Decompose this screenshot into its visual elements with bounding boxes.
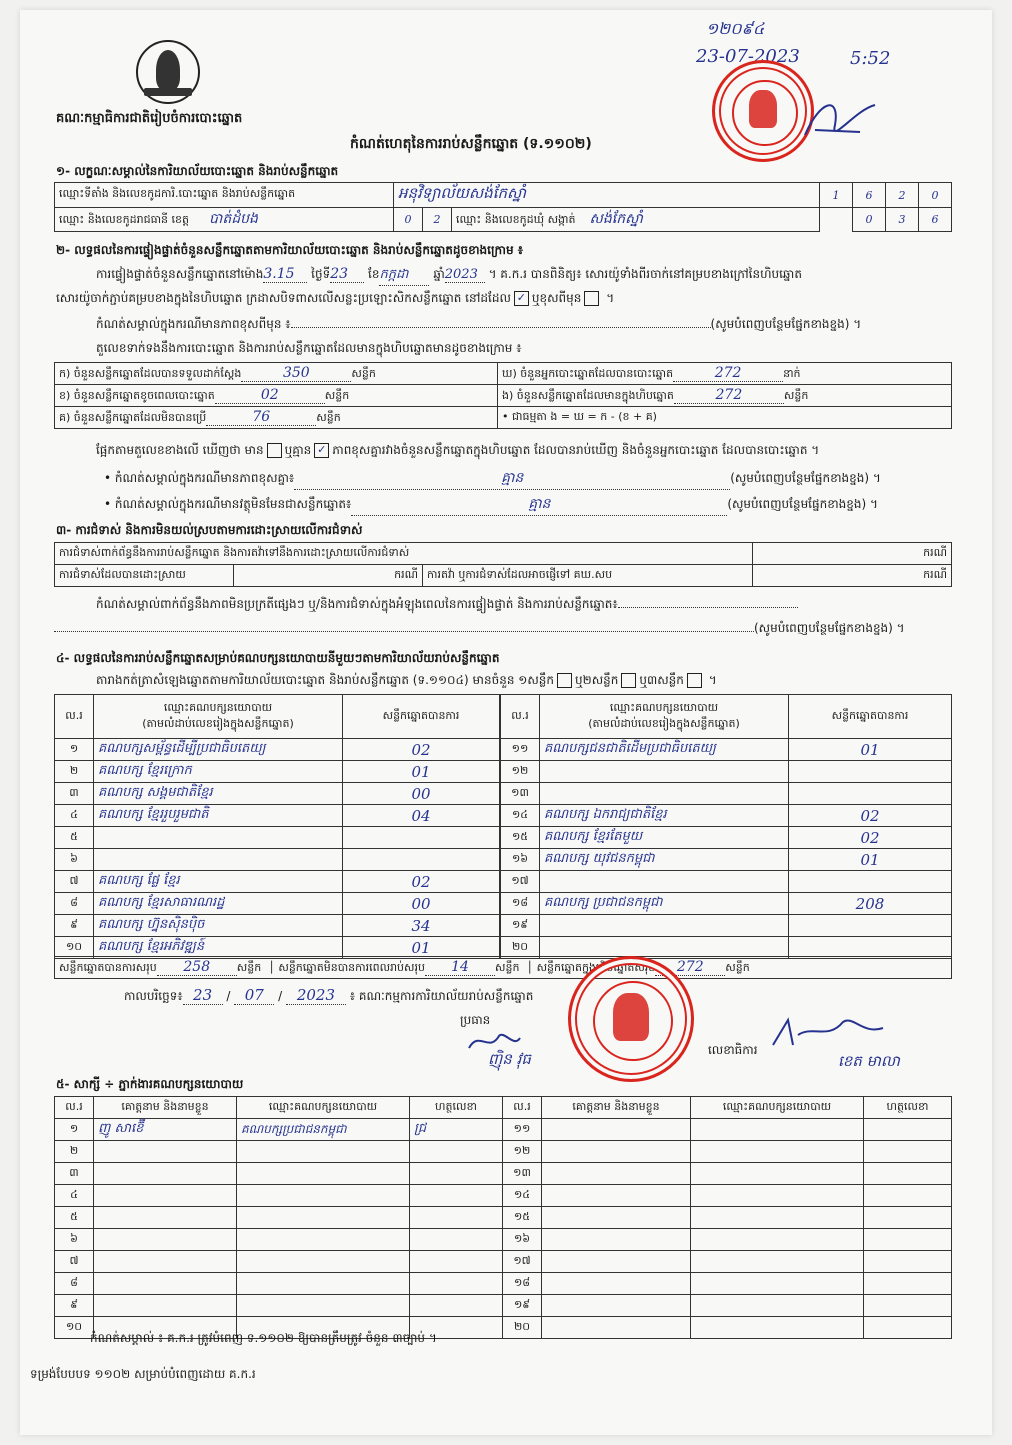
party-votes: 02: [789, 805, 952, 827]
province-name: បាត់ដំបង: [209, 211, 258, 227]
total-invalid-votes: 14: [425, 959, 495, 976]
party-row: [501, 739, 952, 761]
col-no: ល.រ: [55, 695, 94, 739]
party-name: គណបក្សជនជាតិដើមប្រជាធិបតេយ្យ: [540, 739, 789, 761]
party-name: គណបក្ស យុវជនកម្ពុជា: [540, 849, 789, 871]
party-row: [501, 893, 952, 915]
witness-number: ១៣: [503, 1163, 542, 1185]
witness-name: [542, 1273, 691, 1295]
party-row: [501, 871, 952, 893]
difference-note: • កំណត់សម្គាល់ក្នុងករណីមានភាពខុសគ្នា៖ គ្មាន (សូមបំពេញបន្ថែមផ្នែកខាងខ្នង) ។: [104, 468, 881, 490]
party-row: [501, 827, 952, 849]
official-stamp-bottom: [568, 956, 694, 1082]
col-signature: ហត្ថលេខា: [864, 1097, 952, 1119]
resolved-label: ការជំទាស់ដែលបានដោះស្រាយ: [55, 565, 234, 587]
witness-signature: [410, 1207, 503, 1229]
difference-note-value: គ្មាន: [294, 468, 730, 490]
commission-name: គណៈកម្មាធិការជាតិរៀបចំការបោះឆ្នោត: [56, 111, 243, 126]
witness-name: [94, 1141, 237, 1163]
col-name: គោត្តនាម និងនាមខ្លួន: [94, 1097, 237, 1119]
foreign-object-note: • កំណត់សម្គាល់ក្នុងករណីមានវត្ថុមិនមែនជាសន្លឹកឆ្នោត៖ គ្មាន (សូមបំពេញបន្ថែមផ្នែកខាងខ្នង) ។: [104, 494, 878, 516]
tally-sheet-line: តារាងកត់ត្រាសំឡេងឆ្នោតតាមការិយាល័យបោះឆ្នោត និងរាប់សន្លឹកឆ្នោត (ទ.១១០៤) មានចំនួន ១សន្លឹក ឬ២សន្លឹក ឬ៣សន្លឹក ។: [96, 673, 717, 687]
party-row: [55, 739, 500, 761]
party-number: ១៧: [501, 871, 540, 893]
signing-day: 23: [183, 986, 223, 1005]
witness-name: [94, 1273, 237, 1295]
party-row: [55, 915, 500, 937]
witness-party: [237, 1229, 410, 1251]
col-no: ល.រ: [501, 695, 540, 739]
section5-heading: ៥- សាក្សី ÷ ភ្នាក់ងារគណបក្សនយោបាយ: [56, 1077, 244, 1091]
party-votes: [343, 827, 500, 849]
witness-signature: [864, 1295, 952, 1317]
party-votes: [789, 871, 952, 893]
party-row: [55, 783, 500, 805]
party-number: ១៨: [501, 893, 540, 915]
formula: • ជាធម្មតា ង = ឃ = ក - (ខ + គ): [498, 407, 952, 429]
verification-line-2: សោរយ៉ូចាក់ភ្ជាប់គម្របខាងក្នុងនៃហិបឆ្នោត ក្រដាសបិទពាសលើសន្លះប្រឡោះសិកសន្លឹកឆ្នោត នៅដដែល ✓ ឬខុសពីមុន ។: [56, 291, 615, 305]
commune-name: សង់កែស្នាំ: [589, 211, 643, 227]
commune-label: ឈ្មោះ និងលេខកូដឃុំ សង្កាត់ សង់កែស្នាំ: [452, 208, 820, 232]
party-votes: 04: [343, 805, 500, 827]
witness-row: [55, 1207, 952, 1229]
witness-name: [94, 1185, 237, 1207]
witness-signature: [864, 1141, 952, 1163]
witness-party: [237, 1141, 410, 1163]
witness-party: [691, 1295, 864, 1317]
ballot-figures-row: ក) ចំនួនសន្លឹកឆ្នោតដែលបានទទួលដាក់ស្ដែង 350 សន្លឹក ឃ) ចំនួនអ្នកបោះឆ្នោតដែលបានបោះឆ្នោត 272 នាក់: [55, 363, 952, 385]
party-votes: 01: [789, 849, 952, 871]
witness-party: [691, 1141, 864, 1163]
verification-time: 3.15: [263, 266, 307, 283]
witness-row: [55, 1141, 952, 1163]
party-number: ៨: [55, 893, 94, 915]
witness-name: [542, 1185, 691, 1207]
party-name: គណបក្ស ខ្មែរក្រោក: [94, 761, 343, 783]
objections-label: ការជំទាស់ពាក់ព័ន្ធនឹងការរាប់សន្លឹកឆ្នោត និងការតវ៉ាទៅនឹងការដោះស្រាយលើការជំទាស់: [55, 543, 753, 565]
form-title: កំណត់ហេតុនៃការរាប់សន្លឹកឆ្នោត (ទ.១១០២): [350, 136, 592, 152]
different-checkbox[interactable]: [584, 291, 599, 306]
party-votes: 01: [343, 761, 500, 783]
col-votes: សន្លឹកឆ្នោតបានការ: [343, 695, 500, 739]
total-ballots-in-box: 272: [655, 959, 725, 976]
col-no: ល.រ: [55, 1097, 94, 1119]
difference-note-line: កំណត់សម្គាល់ក្នុងករណីមានភាពខុសពីមុន ៖ (សូមបំពេញបន្ថែមផ្នែកខាងខ្នង) ។: [96, 317, 862, 331]
witness-number: ៩: [55, 1295, 94, 1317]
witness-row: [55, 1273, 952, 1295]
location-table: [54, 182, 952, 232]
section4-heading: ៤- លទ្ធផលនៃការរាប់សន្លឹកឆ្នោតសម្រាប់គណបក្សនយោបាយនីមួយៗតាមការិយាល័យរាប់សន្លឹកឆ្នោត: [56, 651, 500, 665]
party-row: [55, 871, 500, 893]
party-name: គណបក្ស ហ្វ៊ុនស៊ិនប៉ិច: [94, 915, 343, 937]
party-number: ៥: [55, 827, 94, 849]
col-party: ឈ្មោះគណបក្សនយោបាយ (តាមលំដាប់លេខរៀងក្នុងសន្លឹកឆ្នោត): [94, 695, 343, 739]
witness-name: [542, 1251, 691, 1273]
secretary-name: ខេត មាលា: [838, 1052, 900, 1070]
commune-code-3: 6: [919, 208, 952, 232]
party-number: ៤: [55, 805, 94, 827]
party-row: [55, 805, 500, 827]
party-name: [540, 871, 789, 893]
witness-party: [237, 1207, 410, 1229]
ballot-figures-row: ខ) ចំនួនសន្លឹកឆ្នោតខូចពេលបោះឆ្នោត 02 សន្លឹក ង) ចំនួនសន្លឹកឆ្នោតដែលមានក្នុងហិបឆ្នោត 272 សន្លឹក: [55, 385, 952, 407]
col-party: ឈ្មោះគណបក្សនយោបាយ: [691, 1097, 864, 1119]
party-number: ២: [55, 761, 94, 783]
witness-party: [691, 1317, 864, 1339]
witness-name: ញូ សាខ៊ើ: [94, 1119, 237, 1141]
irregularity-note-2: (សូមបំពេញបន្ថែមផ្នែកខាងខ្នង) ។: [54, 620, 905, 638]
receipt-time: 5:52: [850, 48, 891, 69]
party-row: [501, 761, 952, 783]
witness-signature: [410, 1163, 503, 1185]
party-number: ១២: [501, 761, 540, 783]
same-checkbox[interactable]: ✓: [514, 291, 529, 306]
witness-party: [691, 1185, 864, 1207]
party-votes: 00: [343, 893, 500, 915]
party-row: [55, 893, 500, 915]
witness-signature: ជ្រ: [410, 1119, 503, 1141]
signing-date-line: កាលបរិច្ឆេទ៖ 23 / 07 / 2023 ៖ គណៈកម្មការការិយាល័យរាប់សន្លឹកឆ្នោត: [124, 986, 534, 1004]
witness-name: [542, 1207, 691, 1229]
witness-name: [94, 1251, 237, 1273]
verification-month: កក្កដា: [379, 266, 429, 286]
results-table-left: [54, 694, 500, 959]
witness-number: ២០: [503, 1317, 542, 1339]
witness-number: ២: [55, 1141, 94, 1163]
witness-signature: [864, 1185, 952, 1207]
party-name: គណបក្ស សង្គមជាតិខ្មែរ: [94, 783, 343, 805]
location-code-3: 2: [886, 183, 919, 208]
party-number: ១: [55, 739, 94, 761]
party-name: [540, 761, 789, 783]
party-name: គណបក្ស ខ្មែរតែមួយ: [540, 827, 789, 849]
witness-signature: [410, 1185, 503, 1207]
witness-number: ១៩: [503, 1295, 542, 1317]
no-difference-checkbox[interactable]: ✓: [314, 443, 329, 458]
verification-line-1: ការផ្ទៀងផ្ទាត់ចំនួនសន្លឹកឆ្នោតនៅម៉ោង3.15 ថ្ងៃទី23 ខែកក្កដា ឆ្នាំ2023 ។ គ.ក.រ បានពិនិត្យ៖ សោរយ៉ូទាំងពីរចាក់នៅគម្របខាងក្រៅនៃហិបឆ្នោត: [96, 266, 802, 286]
witness-party: [237, 1185, 410, 1207]
section1-heading: ១- លក្ខណៈសម្គាល់នៃការិយាល័យបោះឆ្នោត និងរាប់សន្លឹកឆ្នោត: [56, 164, 339, 178]
col-signature: ហត្ថលេខា: [410, 1097, 503, 1119]
witness-party: [691, 1119, 864, 1141]
receipt-number: ១២០៩៤: [706, 19, 765, 38]
ballots-spoiled: 02: [215, 387, 325, 404]
three-sheets-checkbox[interactable]: [687, 673, 702, 688]
witness-name: [542, 1141, 691, 1163]
witness-signature: [410, 1273, 503, 1295]
location-label: ឈ្មោះទីតាំង និងលេខកូដការិ.បោះឆ្នោត និងរាប់សន្លឹកឆ្នោត: [55, 183, 394, 208]
commune-code-2: 3: [886, 208, 919, 232]
party-number: ១១: [501, 739, 540, 761]
witness-number: ១៨: [503, 1273, 542, 1295]
ballot-figures-table: [54, 362, 952, 429]
resolved-unit: ករណី: [234, 565, 423, 587]
witness-number: ១០: [55, 1317, 94, 1339]
section2-heading: ២- លទ្ធផលនៃការផ្ទៀងផ្ទាត់ចំនួនសន្លឹកឆ្នោតតាមការិយាល័យបោះឆ្នោត និងរាប់សន្លឹកឆ្នោតដូចខាងក្រោម ៖: [56, 243, 524, 257]
location-name: អនុវិទ្យាល័យសង់កែស្នាំ: [394, 183, 820, 208]
witness-name: [542, 1119, 691, 1141]
party-row: [501, 849, 952, 871]
witness-name: [94, 1163, 237, 1185]
witness-name: [542, 1163, 691, 1185]
witness-table: [54, 1096, 952, 1339]
witness-number: ៧: [55, 1251, 94, 1273]
total-valid-votes: 258: [157, 959, 237, 976]
ballots-unused: 76: [206, 409, 316, 426]
witness-party: គណបក្សប្រជាជនកម្ពុជា: [237, 1119, 410, 1141]
totals-row: [54, 956, 952, 979]
party-number: ៦: [55, 849, 94, 871]
party-number: ៩: [55, 915, 94, 937]
witness-number: ១: [55, 1119, 94, 1141]
party-number: ២០: [501, 937, 540, 959]
witness-row: [55, 1163, 952, 1185]
receipt-date: 23-07-2023: [696, 46, 800, 67]
witness-number: ១១: [503, 1119, 542, 1141]
witness-signature: [864, 1119, 952, 1141]
party-row: [55, 761, 500, 783]
party-row: [55, 849, 500, 871]
party-votes: 208: [789, 893, 952, 915]
party-votes: 01: [343, 937, 500, 959]
ballots-in-box: 272: [674, 387, 784, 404]
verification-year: 2023: [445, 267, 485, 283]
party-name: [94, 849, 343, 871]
party-number: ១៦: [501, 849, 540, 871]
party-row: [55, 827, 500, 849]
witness-name: [94, 1295, 237, 1317]
ballot-figures-row: គ) ចំនួនសន្លឹកឆ្នោតដែលមិនបានប្រើ 76 សន្លឹក • ជាធម្មតា ង = ឃ = ក - (ខ + គ): [55, 407, 952, 429]
ballot-figures-intro: តួលេខទាក់ទងនឹងការបោះឆ្នោត និងការរាប់សន្លឹកឆ្នោតដែលមានក្នុងហិបឆ្នោតមានដូចខាងក្រោម ៖: [96, 341, 522, 355]
witness-number: ៤: [55, 1185, 94, 1207]
party-number: ១៤: [501, 805, 540, 827]
witness-signature: [864, 1251, 952, 1273]
party-votes: [789, 783, 952, 805]
party-votes: [789, 915, 952, 937]
irregularity-note: កំណត់សម្គាល់ពាក់ព័ន្ធនឹងភាពមិនប្រក្រតីផ្សេងៗ ឬ/និងការជំទាស់ក្នុងអំឡុងពេលនៃការផ្ទៀងផ្ទាត់ និងការរាប់សន្លឹកឆ្នោត៖: [96, 596, 798, 614]
witness-name: [542, 1229, 691, 1251]
party-number: ១៣: [501, 783, 540, 805]
col-party: ឈ្មោះគណបក្សនយោបាយ: [237, 1097, 410, 1119]
party-votes: [789, 761, 952, 783]
nec-logo: [136, 40, 200, 104]
witness-party: [237, 1273, 410, 1295]
witness-name: [542, 1295, 691, 1317]
objections-table: [54, 542, 952, 587]
party-number: ១៥: [501, 827, 540, 849]
footer-note: កំណត់សម្គាល់ ៖ គ.ក.រ ត្រូវបំពេញ ទ.១១០២ ឱ្យបានត្រឹមត្រូវ ចំនួន ៣ច្បាប់ ។: [90, 1331, 437, 1345]
party-votes: 02: [789, 827, 952, 849]
party-name: [540, 783, 789, 805]
ballots-received: 350: [241, 365, 351, 382]
witness-number: ១២: [503, 1141, 542, 1163]
party-name: [540, 915, 789, 937]
party-number: ១៩: [501, 915, 540, 937]
voters-voted: 272: [673, 365, 783, 382]
foreign-object-value: គ្មាន: [351, 494, 727, 516]
witness-number: ៥: [55, 1207, 94, 1229]
appeal-label: ការតវ៉ា ឬការជំទាស់ដែលអាចផ្ញើទៅ គឃ.សប: [423, 565, 753, 587]
witness-signature: [410, 1295, 503, 1317]
province-code-1: 0: [394, 208, 423, 232]
witness-row: [55, 1251, 952, 1273]
witness-party: [691, 1163, 864, 1185]
official-stamp-top: [712, 60, 814, 162]
party-number: ៣: [55, 783, 94, 805]
section3-heading: ៣- ការជំទាស់ និងការមិនយល់ស្របតាមការដោះស្រាយលើការជំទាស់: [56, 523, 363, 537]
party-name: គណបក្ស ខ្មែរសាធារណរដ្ឋ: [94, 893, 343, 915]
ballot-count-form: [20, 10, 992, 1435]
witness-number: ១៥: [503, 1207, 542, 1229]
witness-party: [691, 1229, 864, 1251]
witness-signature: [410, 1229, 503, 1251]
party-row: [501, 805, 952, 827]
witness-signature: [864, 1207, 952, 1229]
col-no: ល.រ: [503, 1097, 542, 1119]
witness-party: [237, 1295, 410, 1317]
witness-party: [237, 1163, 410, 1185]
witness-number: ៣: [55, 1163, 94, 1185]
party-name: គណបក្ស ឯករាជ្យជាតិខ្មែរ: [540, 805, 789, 827]
one-sheet-checkbox[interactable]: [557, 673, 572, 688]
commune-code-1: 0: [853, 208, 886, 232]
party-votes: 00: [343, 783, 500, 805]
witness-number: ១៤: [503, 1185, 542, 1207]
verification-day: 23: [330, 266, 364, 283]
witness-party: [691, 1207, 864, 1229]
location-code-1: 1: [820, 183, 853, 208]
party-votes: 01: [789, 739, 952, 761]
objections-unit: ករណី: [753, 543, 952, 565]
signing-year: 2023: [286, 986, 346, 1005]
party-votes: 02: [343, 739, 500, 761]
party-row: [501, 915, 952, 937]
chair-name: ញ៉ិន វុធ: [488, 1050, 531, 1068]
witness-signature: [864, 1229, 952, 1251]
party-name: គណបក្សសម្ព័ន្ធដើម្បីប្រជាធិបតេយ្យ: [94, 739, 343, 761]
results-table-right: [500, 694, 952, 959]
chair-label: ប្រធាន: [460, 1013, 491, 1027]
witness-party: [691, 1251, 864, 1273]
party-name: គណបក្ស ខ្មែររួបរួមជាតិ: [94, 805, 343, 827]
two-sheets-checkbox[interactable]: [621, 673, 636, 688]
witness-name: [94, 1229, 237, 1251]
witness-signature: [864, 1163, 952, 1185]
witness-signature: [410, 1251, 503, 1273]
party-name: គណបក្ស ខ្មែរអភិវឌ្ឍន៍: [94, 937, 343, 959]
witness-signature: [864, 1273, 952, 1295]
witness-party: [691, 1273, 864, 1295]
witness-number: ៨: [55, 1273, 94, 1295]
col-votes: សន្លឹកឆ្នោតបានការ: [789, 695, 952, 739]
party-row: [501, 783, 952, 805]
party-number: ៧: [55, 871, 94, 893]
form-code: ទម្រង់បែបបទ ១១០២ សម្រាប់បំពេញដោយ គ.ក.រ: [30, 1367, 256, 1381]
witness-row: [55, 1185, 952, 1207]
witness-name: [94, 1207, 237, 1229]
party-votes: [343, 849, 500, 871]
has-difference-checkbox[interactable]: [267, 443, 282, 458]
secretary-label: លេខាធិការ: [708, 1043, 758, 1057]
witness-row: [55, 1229, 952, 1251]
party-name: គណបក្ស ប្រជាជនកម្ពុជា: [540, 893, 789, 915]
province-label: ឈ្មោះ និងលេខកូដរាជធានី ខេត្ត បាត់ដំបង: [55, 208, 394, 232]
witness-signature: [864, 1317, 952, 1339]
location-code-2: 6: [853, 183, 886, 208]
col-name: គោត្តនាម និងនាមខ្លួន: [542, 1097, 691, 1119]
witness-name: [542, 1317, 691, 1339]
witness-number: ៦: [55, 1229, 94, 1251]
witness-number: ១៦: [503, 1229, 542, 1251]
secretary-signature: [768, 1010, 888, 1050]
party-votes: 34: [343, 915, 500, 937]
witness-row: [55, 1295, 952, 1317]
witness-row: [55, 1119, 952, 1141]
signing-month: 07: [234, 986, 274, 1005]
party-number: ១០: [55, 937, 94, 959]
totals-cell: សន្លឹកឆ្នោតបានការសរុប 258 សន្លឹក │ សន្លឹកឆ្នោតមិនបានការពេលរាប់សរុប 14 សន្លឹក │ សន្លឹកឆ្នោតក្នុងហិបឆ្នោតសរុប 272 សន្លឹក: [55, 957, 952, 979]
province-code-2: 2: [423, 208, 452, 232]
witness-party: [237, 1251, 410, 1273]
witness-number: ១៧: [503, 1251, 542, 1273]
party-votes: 02: [343, 871, 500, 893]
party-name: [94, 827, 343, 849]
appeal-unit: ករណី: [753, 565, 952, 587]
party-name: គណបក្ស ផ្លែ ខ្មែរ: [94, 871, 343, 893]
col-party: ឈ្មោះគណបក្សនយោបាយ (តាមលំដាប់លេខរៀងក្នុងសន្លឹកឆ្នោត): [540, 695, 789, 739]
witness-signature: [410, 1141, 503, 1163]
location-code-4: 0: [919, 183, 952, 208]
signature-top: [800, 90, 880, 150]
difference-check-line: ផ្អែកតាមតួលេខខាងលើ ឃើញថា មាន ឬគ្មាន ✓ ភាពខុសគ្នារវាងចំនួនសន្លឹកឆ្នោតក្នុងហិបឆ្នោត ដែលបានរាប់ឃើញ និងចំនួនអ្នកបោះឆ្នោត ដែលបានបោះឆ្នោត ។: [96, 443, 820, 457]
